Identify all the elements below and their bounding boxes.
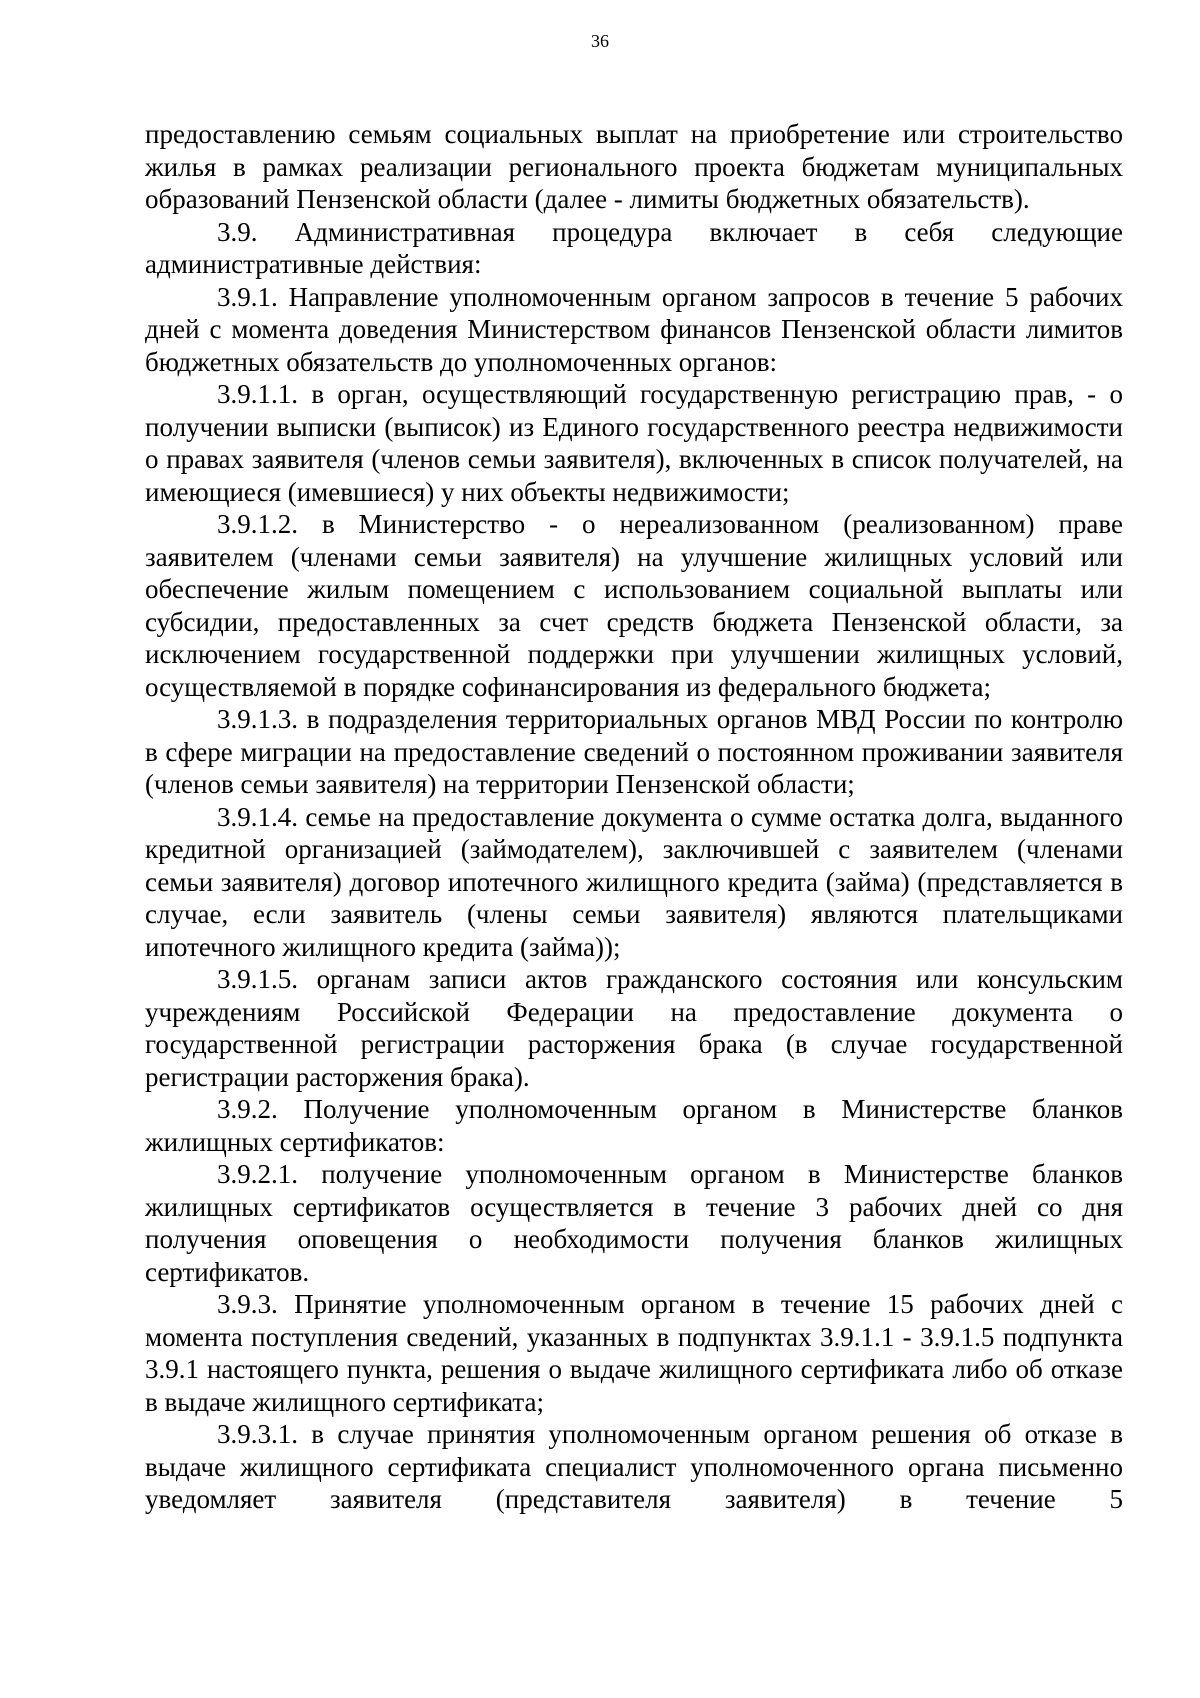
paragraph-3-9-2: 3.9.2. Получение уполномоченным органом в Министерстве бланков жилищных сертификатов: <box>145 1094 1123 1157</box>
paragraph-continuation: предоставлению семьям социальных выплат на приобретение или строительство жилья в рамках реализации регионального проекта бюджетам муниципальных образований Пензенской области (далее - лимиты бюджетных обязательств). <box>145 119 1123 214</box>
paragraph-3-9-2-1: 3.9.2.1. получение уполномоченным органом в Министерстве бланков жилищных сертификатов осуществляется в течение 3 рабочих дней со дня получения оповещения о необходимости получения бланков жилищных сертификатов. <box>145 1159 1123 1287</box>
paragraph-3-9-1-2: 3.9.1.2. в Министерство - о нереализованном (реализованном) праве заявителем (членами семьи заявителя) на улучшение жилищных условий или обеспечение жилым помещением с использованием социальной выплаты или субсидии, предоставленных за счет средств бюджета Пензенской области, за исключением государственной поддержки при улучшении жилищных условий, осуществляемой в порядке софинансирования из федерального бюджета; <box>145 509 1123 702</box>
paragraph-3-9-1: 3.9.1. Направление уполномоченным органом запросов в течение 5 рабочих дней с момента доведения Министерством финансов Пензенской области лимитов бюджетных обязательств до уполномоченных органов: <box>145 281 1123 377</box>
paragraph-3-9-1-1: 3.9.1.1. в орган, осуществляющий государственную регистрацию прав, - о получении выписки (выписок) из Единого государственного реестра недвижимости о правах заявителя (членов семьи заявителя), включенных в список получателей, на имеющиеся (имевшиеся) у них объекты недвижимости; <box>145 379 1123 507</box>
paragraph-3-9: 3.9. Административная процедура включает в себя следующие административные действия: <box>145 216 1123 279</box>
paragraph-3-9-1-3: 3.9.1.3. в подразделения территориальных органов МВД России по контролю в сфере миграции на предоставление сведений о постоянном проживании заявителя (членов семьи заявителя) на территории Пензенской области; <box>145 704 1123 799</box>
document-body <box>145 118 1123 1516</box>
paragraph-3-9-1-4: 3.9.1.4. семье на предоставление документа о сумме остатка долга, выданного кредитной организацией (займодателем), заключившей с заявителем (членами семьи заявителя) договор ипотечного жилищного кредита (займа) (представляется в случае, если заявитель (члены семьи заявителя) являются плательщиками ипотечного жилищного кредита (займа)); <box>145 801 1123 962</box>
paragraph-3-9-3: 3.9.3. Принятие уполномоченным органом в течение 15 рабочих дней с момента поступления сведений, указанных в подпунктах 3.9.1.1 - 3.9.1.5 подпункта 3.9.1 настоящего пункта, решения о выдаче жилищного сертификата либо об отказе в выдаче жилищного сертификата; <box>145 1289 1123 1417</box>
paragraph-3-9-3-1: 3.9.3.1. в случае принятия уполномоченным органом решения об отказе в выдаче жилищного сертификата специалист уполномоченного органа письменно уведомляет заявителя (представителя заявителя) в течение 5 <box>145 1419 1123 1514</box>
page-number: 36 <box>591 31 609 51</box>
paragraph-3-9-1-5: 3.9.1.5. органам записи актов гражданского состояния или консульским учреждениям Российской Федерации на предоставление документа о государственной регистрации расторжения брака (в случае государственной регистрации расторжения брака). <box>145 964 1123 1092</box>
